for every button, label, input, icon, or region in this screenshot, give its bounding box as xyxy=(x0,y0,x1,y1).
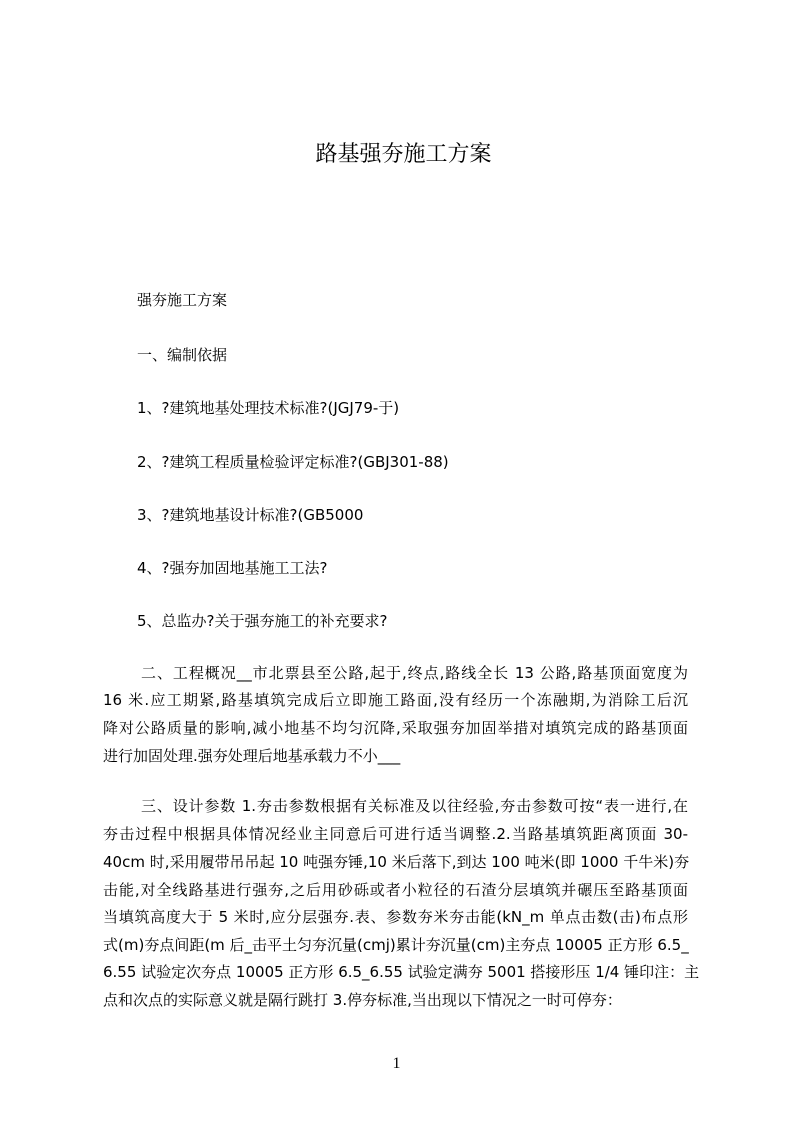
overview-paragraph-line: 进行加固处理.强夯处理后地基承载力不小___ xyxy=(103,747,401,765)
design-paragraph-line: 击能,对全线路基进行强夯,之后用砂砾或者小粒径的石渣分层填筑并碾压至路基顶面 xyxy=(103,881,688,899)
overview-paragraph-line: 16 米.应工期紧,路基填筑完成后立即施工路面,没有经历一个冻融期,为消除工后沉 xyxy=(103,691,688,709)
overview-paragraph-line: 降对公路质量的影响,减小地基不均匀沉降,采取强夯加固举措对填筑完成的路基顶面 xyxy=(103,719,688,737)
basis-item: 2、?建筑工程质量检验评定标准?(GBJ301-88) xyxy=(137,453,449,471)
basis-item: 5、总监办?关于强夯施工的补充要求? xyxy=(137,612,388,630)
basis-item: 4、?强夯加固地基施工工法? xyxy=(137,559,328,577)
page-number: 1 xyxy=(392,1055,401,1072)
overview-paragraph-line: 二、工程概况__市北票县至公路,起于,终点,路线全长 13 公路,路基顶面宽度为 xyxy=(141,664,688,682)
design-paragraph-line: 三、设计参数 1.夯击参数根据有关标准及以往经验,夯击参数可按“表一进行,在 xyxy=(141,797,688,815)
section-subtitle: 强夯施工方案 xyxy=(137,291,228,309)
design-paragraph-line: 夯击过程中根据具体情况经业主同意后可进行适当调整.2.当路基填筑距离顶面 30- xyxy=(103,825,688,843)
basis-item: 3、?建筑地基设计标准?(GB5000 xyxy=(137,506,364,524)
design-paragraph-line: 6.55 试验定次夯点 10005 正方形 6.5_6.55 试验定满夯 5001 搭接形压 1/4 锤印注：主 xyxy=(103,963,700,981)
design-paragraph-line: 式(m)夯点间距(m 后_击平土匀夯沉量(cmj)累计夯沉量(cm)主夯点 10005 正方形 6.5_ xyxy=(103,936,689,954)
basis-item: 1、?建筑地基处理技术标准?(JGJ79-于) xyxy=(137,399,400,417)
design-paragraph-line: 当填筑高度大于 5 米时,应分层强夯.表、参数夯米夯击能(kN_m 单点击数(击)布点形 xyxy=(103,908,688,926)
design-paragraph-line: 40cm 时,采用履带吊吊起 10 吨强夯锤,10 米后落下,到达 100 吨米(即 1000 千牛米)夯 xyxy=(103,853,690,871)
design-paragraph-line: 点和次点的实际意义就是隔行跳打 3.停夯标准,当出现以下情况之一时可停夯： xyxy=(103,991,622,1009)
basis-heading: 一、编制依据 xyxy=(137,346,228,364)
document-title: 路基强夯施工方案 xyxy=(315,142,492,167)
